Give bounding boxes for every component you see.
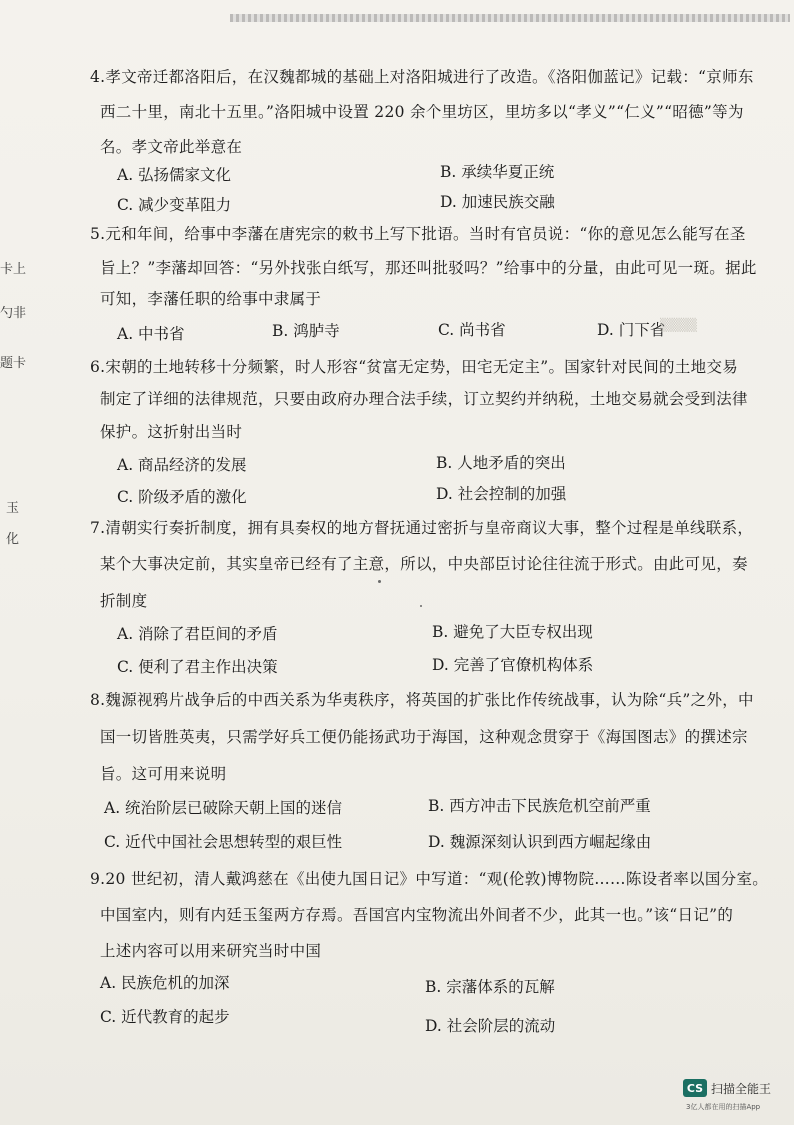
question-line: 制定了详细的法律规范，只要由政府办理合法手续，订立契约并纳税，土地交易就会受到法律 <box>100 390 748 408</box>
option-c: C. 近代教育的起步 <box>100 1008 230 1026</box>
option-c: C. 便利了君主作出决策 <box>117 658 278 676</box>
option-d: D. 完善了官僚机构体系 <box>432 656 594 674</box>
question-line: 5.元和年间，给事中李藩在唐宪宗的敕书上写下批语。当时有官员说：“你的意见怎么能写在圣 <box>90 225 746 243</box>
option-d: D. 门下省 <box>597 321 666 339</box>
question-line: 6.宋朝的土地转移十分频繁，时人形容“贫富无定势，田宅无定主”。国家针对民间的土地交易 <box>90 358 739 376</box>
option-c: C. 减少变革阻力 <box>117 196 232 214</box>
option-d: D. 社会阶层的流动 <box>425 1017 556 1035</box>
question-line: 国一切皆胜英夷，只需学好兵工便仍能扬武功于海国，这种观念贯穿于《海国图志》的撰述宗 <box>100 728 748 746</box>
scanner-name: 扫描全能王 <box>711 1081 772 1096</box>
option-b: B. 人地矛盾的突出 <box>436 454 566 472</box>
scanner-badge <box>683 1079 771 1097</box>
question-line: 7.清朝实行奏折制度，拥有具奏权的地方督抚通过密折与皇帝商议大事，整个过程是单线联系， <box>90 519 754 537</box>
option-b: B. 避免了大臣专权出现 <box>432 623 593 641</box>
option-c: C. 近代中国社会思想转型的艰巨性 <box>104 833 343 851</box>
question-line: 保护。这折射出当时 <box>100 423 243 441</box>
question-line: 上述内容可以用来研究当时中国 <box>100 942 322 960</box>
paper-edge-shadow <box>230 14 790 22</box>
option-d: D. 魏源深刻认识到西方崛起缘由 <box>428 833 652 851</box>
question-line: 可知，李藩任职的给事中隶属于 <box>100 290 322 308</box>
option-a: A. 中书省 <box>117 325 185 343</box>
cs-logo-icon: CS <box>683 1079 707 1097</box>
question-line: 中国室内，则有内廷玉玺两方存焉。吾国宫内宝物流出外间者不少，此其一也。”该“日记”的 <box>100 906 734 924</box>
question-line: 西二十里，南北十五里。”洛阳城中设置 220 余个里坊区，里坊多以“孝义”“仁义”“昭德”等为 <box>100 103 744 121</box>
question-line: 名。孝文帝此举意在 <box>100 138 243 156</box>
option-a: A. 民族危机的加深 <box>100 974 230 992</box>
question-line: 折制度 <box>100 592 148 610</box>
scanner-tagline: 3亿人都在用的扫描App <box>686 1103 761 1111</box>
option-d: D. 社会控制的加强 <box>436 485 567 503</box>
margin-fragment: 卡上 <box>0 262 27 277</box>
option-c: C. 阶级矛盾的激化 <box>117 488 247 506</box>
option-b: B. 西方冲击下民族危机空前严重 <box>428 797 651 815</box>
option-a: A. 弘扬儒家文化 <box>117 166 232 184</box>
scan-speck <box>378 580 381 583</box>
margin-fragment: 化 <box>6 532 20 547</box>
margin-fragment: 玉 <box>6 501 20 516</box>
option-a: A. 消除了君臣间的矛盾 <box>117 625 278 643</box>
option-a: A. 统治阶层已破除天朝上国的迷信 <box>104 799 343 817</box>
bleed-through: ▒▒▒▒ <box>660 318 697 332</box>
option-d: D. 加速民族交融 <box>440 193 555 211</box>
question-line: 旨。这可用来说明 <box>100 765 227 783</box>
question-line: 某个大事决定前，其实皇帝已经有了主意，所以，中央部臣讨论往往流于形式。由此可见，奏 <box>100 555 748 573</box>
option-a: A. 商品经济的发展 <box>117 456 247 474</box>
option-b: B. 宗藩体系的瓦解 <box>425 978 555 996</box>
option-b: B. 鸿胪寺 <box>272 322 340 340</box>
question-line: 4.孝文帝迁都洛阳后，在汉魏都城的基础上对洛阳城进行了改造。《洛阳伽蓝记》记载：“京师东 <box>90 68 754 86</box>
question-line: 旨上？”李藩却回答：“另外找张白纸写，那还叫批驳吗？”给事中的分量，由此可见一斑。据此 <box>100 259 757 277</box>
question-line: 9.20 世纪初，清人戴鸿慈在《出使九国日记》中写道：“观(伦敦)博物院……陈设者率以国分室。 <box>90 870 769 888</box>
option-c: C. 尚书省 <box>438 321 506 339</box>
option-b: B. 承续华夏正统 <box>440 163 555 181</box>
margin-fragment: 题卡 <box>0 356 27 371</box>
margin-fragment: 勺非 <box>0 306 27 321</box>
question-line: 8.魏源视鸦片战争后的中西关系为华夷秩序，将英国的扩张比作传统战事，认为除“兵”之外，中 <box>90 691 754 709</box>
scan-speck <box>420 605 422 607</box>
